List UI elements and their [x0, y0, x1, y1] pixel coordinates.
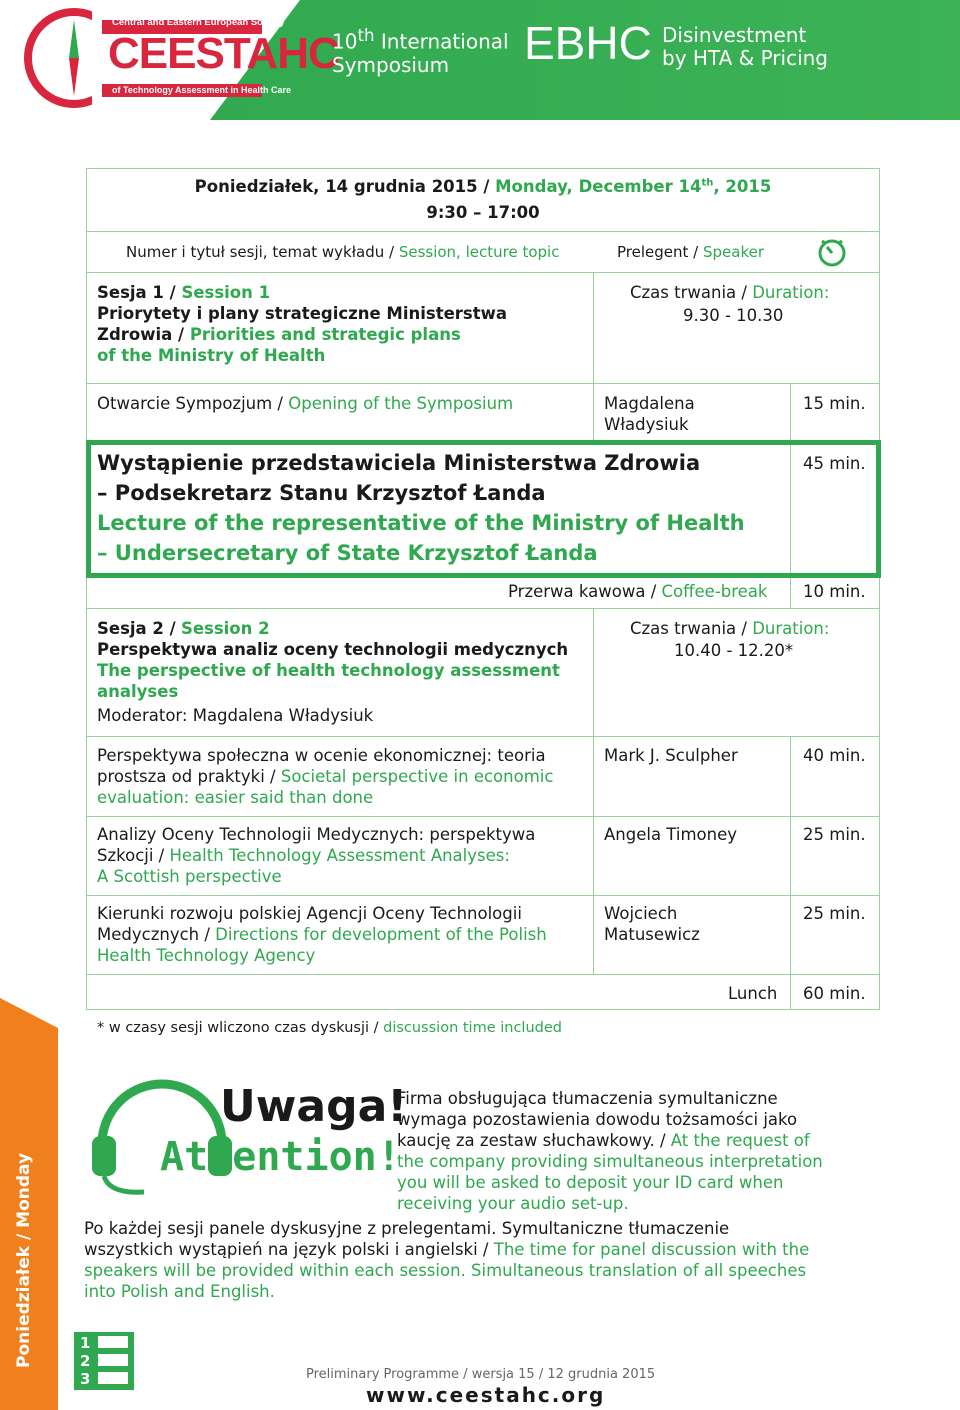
date-line: [86, 177, 880, 196]
list-icon-3: 3: [80, 1370, 91, 1388]
session1-title-pl: Priorytety i plany strategiczne Ministerstwa: [97, 304, 508, 323]
session1-label-pl: Sesja 1 /: [97, 283, 176, 302]
talk-3-pl2: Medycznych /: [97, 925, 210, 944]
att-pl-3: kaucję za zestaw słuchawkowy. /: [397, 1131, 666, 1150]
col-topic-en: Session, lecture topic: [398, 243, 560, 261]
header-ebhc: EBHC: [524, 17, 652, 69]
talk-2-title: [97, 824, 535, 887]
footnote-pl: * w czasy sesji wliczono czas dyskusji /: [97, 1020, 379, 1036]
talk-1-en3: evaluation: easier said than done: [97, 788, 374, 807]
session1-duration-pl: Czas trwania /: [630, 283, 747, 302]
header-topic: [662, 24, 828, 70]
lecture-en-1: Lecture of the representative of the Ministry of Health: [97, 511, 745, 535]
talk-2-en3: A Scottish perspective: [97, 867, 282, 886]
opening-speaker-1: Magdalena: [604, 394, 695, 413]
time-range: 9:30 – 17:00: [426, 203, 540, 222]
talk-1-title: [97, 745, 553, 808]
lecture-pl-1: Wystąpienie przedstawiciela Ministerstwa Zdrowia: [97, 451, 701, 475]
coffee-break: [508, 581, 767, 602]
session2-time: 10.40 - 12.20*: [674, 641, 794, 660]
logo-bottom-text: of Technology Assessment in Health Care: [112, 85, 292, 95]
talk-1-pl1: Perspektywa społeczna w ocenie ekonomicznej: teoria: [97, 746, 546, 765]
talk-3-en3: Health Technology Agency: [97, 946, 316, 965]
topic-line1: Disinvestment: [662, 23, 807, 47]
attention-text: [397, 1088, 823, 1214]
programme-list-icon: [74, 1332, 134, 1390]
session1-title-pl2: Zdrowia /: [97, 325, 185, 344]
footnote: [97, 1020, 562, 1036]
panel-en-2: The time for panel discussion with the: [493, 1240, 810, 1259]
edition-number: 10: [332, 29, 358, 54]
lecture-pl-2: – Podsekretarz Stanu Krzysztof Łanda: [97, 481, 546, 505]
lecture-block: [97, 448, 745, 568]
session1-duration-label: [630, 282, 829, 303]
session1-title-en: Priorities and strategic plans: [189, 325, 461, 344]
list-icon-1: 1: [80, 1334, 91, 1352]
panel-en-3: speakers will be provided within each session. Simultaneous translation of all speeches: [84, 1261, 807, 1280]
session1-duration-en: Duration:: [752, 283, 830, 302]
break-en: Coffee-break: [661, 582, 768, 601]
session2-duration-pl: Czas trwania /: [630, 619, 747, 638]
att-pl-2: wymaga pozostawienia dowodu tożsamości jako: [397, 1110, 798, 1129]
att-en-4: the company providing simultaneous interpretation: [397, 1152, 823, 1171]
lunch-label: Lunch: [728, 984, 778, 1003]
break-pl: Przerwa kawowa /: [508, 582, 657, 601]
col-speaker-pl: Prelegent /: [617, 243, 699, 261]
panel-pl-1: Po każdej sesji panele dyskusyjne z prelegentami. Symultaniczne tłumaczenie: [84, 1219, 730, 1238]
panel-en-4: into Polish and English.: [84, 1282, 275, 1301]
talk-2-en2: Health Technology Assessment Analyses:: [169, 846, 510, 865]
talk-3-speaker: [604, 903, 700, 945]
session2-moderator: Moderator: Magdalena Władysiuk: [97, 706, 374, 725]
logo-name: CEESTAHC: [108, 29, 339, 78]
talk-1-speaker: Mark J. Sculpher: [604, 746, 738, 765]
session1-block: [97, 282, 507, 366]
session2-duration-en: Duration:: [752, 619, 830, 638]
opening-speaker: [604, 393, 695, 435]
att-pl-1: Firma obsługująca tłumaczenia symultaniczne: [397, 1089, 778, 1108]
lecture-minutes: 45 min.: [803, 454, 866, 473]
col-topic-pl: Numer i tytuł sesji, temat wykładu /: [126, 243, 395, 261]
footer-version: Preliminary Programme / wersja 15 / 12 grudnia 2015: [306, 1367, 656, 1382]
talk-1-en2: Societal perspective in economic: [280, 767, 554, 786]
panel-pl-2: wszystkich wystąpień na język polski i angielski /: [84, 1240, 489, 1259]
opening-speaker-2: Władysiuk: [604, 415, 689, 434]
col-speaker-en: Speaker: [703, 243, 765, 261]
topic-line2: by HTA & Pricing: [662, 46, 828, 70]
edition-symposium: Symposium: [332, 52, 450, 77]
side-tab-label: Poniedziałek / Monday: [14, 1152, 34, 1368]
header-edition: [332, 24, 509, 77]
talk-2-pl1: Analizy Oceny Technologii Medycznych: perspektywa: [97, 825, 536, 844]
panel-text: [84, 1218, 809, 1302]
talk-3-minutes: 25 min.: [803, 904, 866, 923]
talk-2-minutes: 25 min.: [803, 825, 866, 844]
talk-3-en2: Directions for development of the Polish: [215, 925, 547, 944]
footnote-en: discussion time included: [383, 1020, 562, 1036]
talk-3-title: [97, 903, 547, 966]
session2-label-pl: Sesja 2 /: [97, 619, 176, 638]
session2-title-en-2: analyses: [97, 682, 179, 701]
opening-title: [97, 393, 513, 414]
talk-3-pl1: Kierunki rozwoju polskiej Agencji Oceny Technologii: [97, 904, 522, 923]
opening-pl: Otwarcie Sympozjum /: [97, 394, 283, 413]
date-en: Monday, December 14: [495, 177, 702, 196]
date-en-sup: th: [701, 177, 714, 189]
date-en-end: , 2015: [713, 177, 772, 196]
att-en-3: At the request of: [670, 1131, 810, 1150]
logo-top-text: Central and Eastern European Society: [112, 17, 285, 28]
uwaga-heading: Uwaga!: [220, 1081, 408, 1132]
list-icon-2: 2: [80, 1352, 91, 1370]
session1-time: 9.30 - 10.30: [683, 306, 784, 325]
column-topic-header: [126, 243, 559, 261]
column-speaker-header: [617, 243, 764, 261]
clock-icon: [816, 236, 848, 272]
talk-1-pl2: prostsza od praktyki /: [97, 767, 276, 786]
footer-url[interactable]: www.ceestahc.org: [366, 1383, 606, 1407]
lunch-minutes: 60 min.: [803, 984, 866, 1003]
talk-3-speaker-1: Wojciech: [604, 904, 678, 923]
opening-minutes: 15 min.: [803, 394, 866, 413]
att-en-6: receiving your audio set-up.: [397, 1194, 629, 1213]
att-en-5: you will be asked to deposit your ID card when: [397, 1173, 784, 1192]
session2-title-en-1: The perspective of health technology assessment: [97, 661, 560, 680]
session1-label-en: Session 1: [181, 283, 271, 302]
session2-duration-label: [630, 618, 829, 639]
opening-en: Opening of the Symposium: [288, 394, 514, 413]
session2-title-pl: Perspektywa analiz oceny technologii medycznych: [97, 640, 569, 659]
edition-word: International: [380, 29, 509, 54]
talk-1-minutes: 40 min.: [803, 746, 866, 765]
talk-3-speaker-2: Matusewicz: [604, 925, 700, 944]
session1-title-en2: of the Ministry of Health: [97, 346, 326, 365]
attention-heading: Attention!: [160, 1134, 401, 1180]
session2-label-en: Session 2: [180, 619, 270, 638]
edition-superscript: th: [357, 26, 375, 45]
break-minutes: 10 min.: [803, 582, 866, 601]
date-pl: Poniedziałek, 14 grudnia 2015 /: [194, 177, 490, 196]
lecture-en-2: – Undersecretary of State Krzysztof Łanda: [97, 541, 598, 565]
talk-2-speaker: Angela Timoney: [604, 825, 738, 844]
talk-2-pl2: Szkocji /: [97, 846, 165, 865]
session2-block: [97, 618, 568, 726]
